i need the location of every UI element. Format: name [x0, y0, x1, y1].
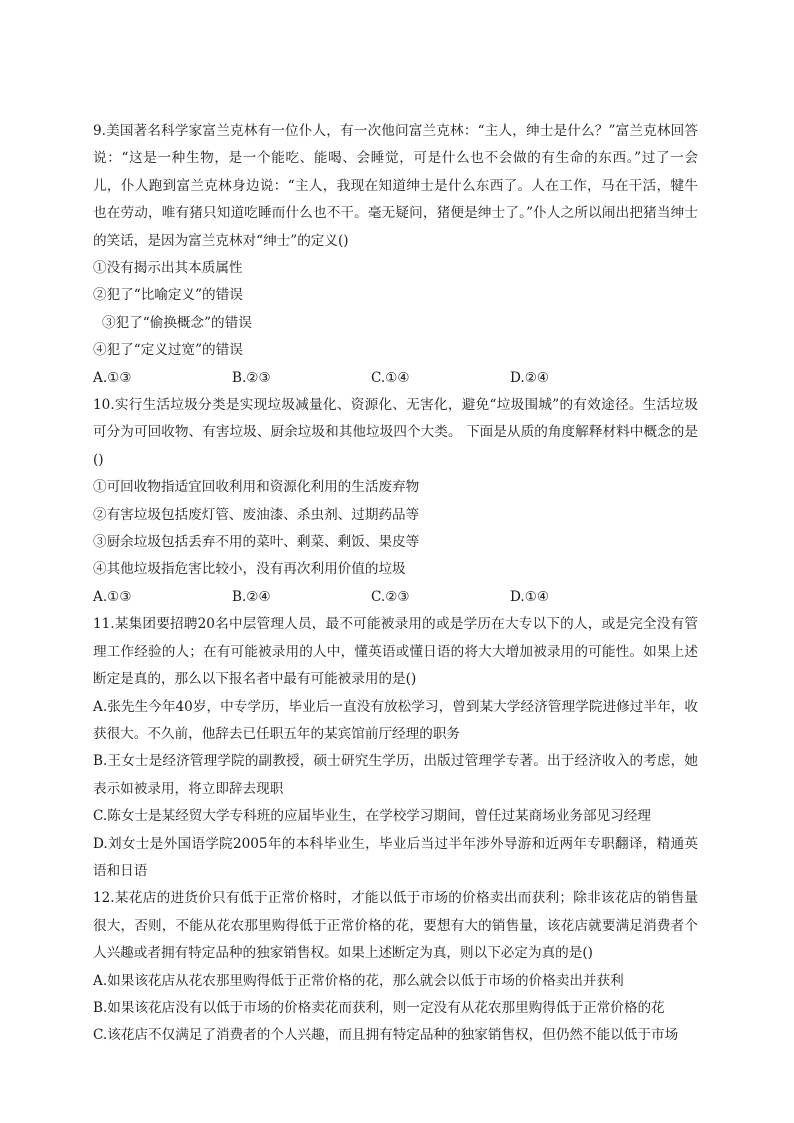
question-9: [93, 118, 698, 392]
choice: C.①④: [371, 369, 410, 386]
statement: ②有害垃圾包括废灯管、废油漆、杀虫剂、过期药品等: [93, 506, 420, 523]
question-stem: 9.美国著名科学家富兰克林有一位仆人，有一次他问富兰克林：“主人，绅士是什么？”富兰克林回答说：“这是一种生物，是一个能吃、能喝、会睡觉，可是什么也不会做的有生命的东西。”过了一会儿，仆人跑到富兰克林身边说：“主人，我现在知道绅士是什么东西了。人在工作，马在干活，犍牛也在劳动，唯有猪只知道吃睡而什么也不干。毫无疑问，猪便是绅士了。”仆人之所以闹出把猪当绅士的笑话，是因为富兰克林对“绅士”的定义(): [93, 123, 698, 249]
answer-option: C.陈女士是某经贸大学专科班的应届毕业生，在学校学习期间，曾任过某商场业务部见习经理: [93, 808, 651, 825]
answer-choices: [93, 584, 698, 611]
answer-option: A.如果该花店从花农那里购得低于正常价格的花，那么就会以低于市场的价格卖出并获利: [93, 972, 624, 989]
statement: ③犯了“偷换概念”的错误: [102, 314, 252, 331]
statement: ④其他垃圾指危害比较小，没有再次利用价值的垃圾: [93, 561, 406, 578]
statement: ④犯了“定义过宽”的错误: [93, 342, 243, 359]
choice: A.①③: [93, 588, 132, 605]
choice: C.②③: [371, 588, 410, 605]
choice: D.①④: [510, 588, 550, 605]
answer-option: C.该花店不仅满足了消费者的个人兴趣，而且拥有特定品种的独家销售权，但仍然不能以低于市场: [93, 1027, 679, 1044]
choice: B.②③: [232, 369, 271, 386]
choice: B.②④: [232, 588, 271, 605]
answer-option: B.王女士是经济管理学院的副教授，硕士研究生学历，出版过管理学专著。出于经济收入的考虑，她表示如被录用，将立即辞去现职: [93, 753, 698, 797]
choice: D.②④: [510, 369, 550, 386]
statement: ①可回收物指适宜回收利用和资源化利用的生活废弃物: [93, 479, 420, 496]
statement: ②犯了“比喻定义”的错误: [93, 287, 243, 304]
question-stem: 12.某花店的进货价只有低于正常价格时，才能以低于市场的价格卖出而获利；除非该花店的销售量很大，否则，不能从花农那里购得低于正常价格的花，要想有大的销售量，该花店就要满足消费者个人兴趣或者拥有特定品种的独家销售权。如果上述断定为真，则以下必定为真的是(): [93, 890, 698, 962]
question-stem: 11.某集团要招聘20名中层管理人员，最不可能被录用的或是学历在大专以下的人，或是完全没有管理工作经验的人；在有可能被录用的人中，懂英语或懂日语的将大大增加被录用的可能性。如果上述断定是真的，那么以下报名者中最有可能被录用的是(): [93, 616, 698, 688]
statement: ③厨余垃圾包括丢弃不用的菜叶、剩菜、剩饭、果皮等: [93, 534, 420, 551]
answer-option: A.张先生今年40岁，中专学历，毕业后一直没有放松学习，曾到某大学经济管理学院进修过半年，收获很大。不久前，他辞去已任职五年的某宾馆前厅经理的职务: [93, 698, 698, 742]
answer-option: D.刘女士是外国语学院2005年的本科毕业生，毕业后当过半年涉外导游和近两年专职翻译，精通英语和日语: [93, 835, 698, 879]
question-12: [93, 885, 698, 1049]
question-11: [93, 611, 698, 885]
question-stem: 10.实行生活垃圾分类是实现垃圾减量化、资源化、无害化，避免“垃圾围城”的有效途径。生活垃圾可分为可回收物、有害垃圾、厨余垃圾和其他垃圾四个大类。 下面是从质的角度解释材料中概念的是(): [93, 397, 698, 468]
answer-option: B.如果该花店没有以低于市场的价格卖花而获利，则一定没有从花农那里购得低于正常价格的花: [93, 999, 665, 1016]
answer-choices: [93, 365, 698, 392]
question-10: [93, 392, 698, 611]
statement: ①没有揭示出其本质属性: [93, 260, 243, 277]
choice: A.①③: [93, 369, 132, 386]
